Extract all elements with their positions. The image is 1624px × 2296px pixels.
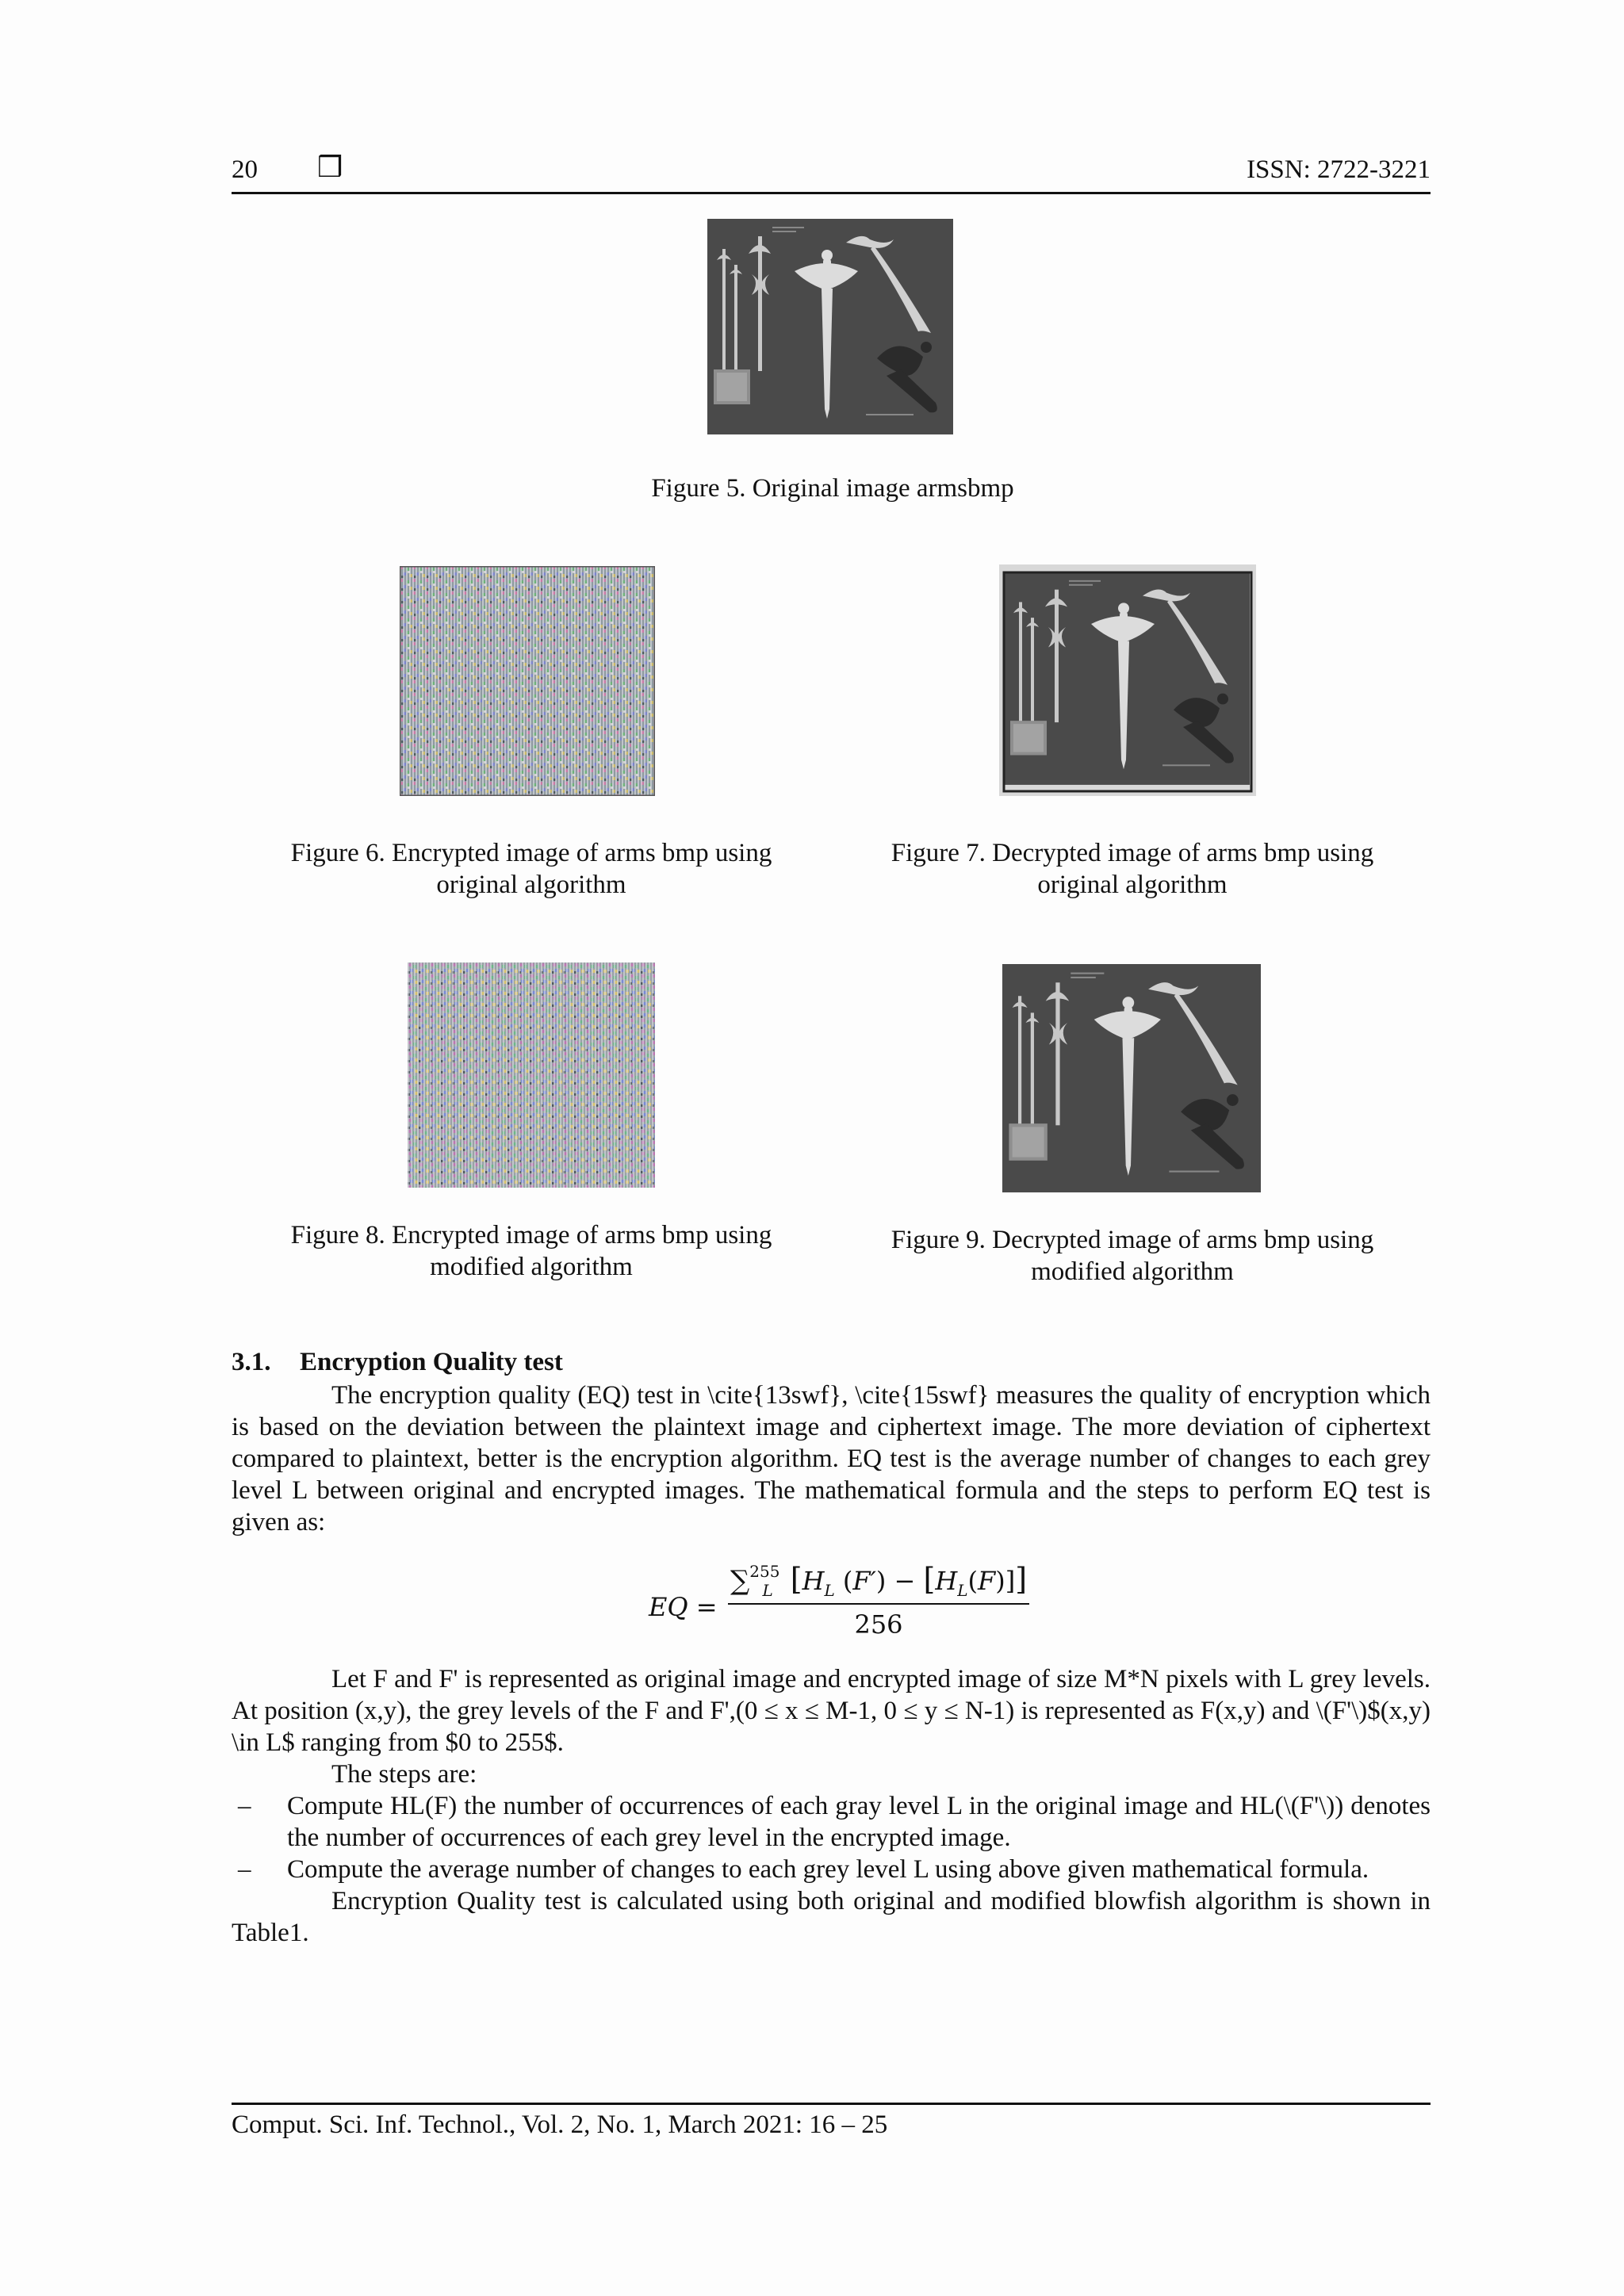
formula-fraction-bar <box>728 1603 1029 1605</box>
section-heading <box>232 1348 563 1377</box>
figure-6-image <box>400 566 655 796</box>
figure-5-image <box>707 219 953 434</box>
figure-9-caption-line2: modified algorithm <box>1031 1257 1234 1286</box>
figure-8-caption-line2: modified algorithm <box>430 1253 633 1281</box>
section-title: Encryption Quality test <box>300 1348 563 1376</box>
figure-7-image <box>999 564 1256 796</box>
issn: ISSN: 2722-3221 <box>1247 155 1431 184</box>
figure-8-caption-line1: Figure 8. Encrypted image of arms bmp using <box>290 1221 772 1249</box>
footer-citation: Comput. Sci. Inf. Technol., Vol. 2, No. 1, March 2021: 16 – 25 <box>232 2110 888 2139</box>
bullet-dash: – <box>238 1855 251 1884</box>
figure-9-image <box>1002 964 1261 1192</box>
formula-lhs: EQ = <box>649 1592 718 1622</box>
formula-numerator: ∑255L [HL (F′) − [HL(F)]] <box>730 1562 1028 1600</box>
bullet-text: Compute the average number of changes to each grey level L using above given mathematical formula. <box>287 1855 1369 1884</box>
bullet-dash: – <box>238 1792 251 1820</box>
figure-5-caption: Figure 5. Original image armsbmp <box>651 474 1014 503</box>
figure-8-image <box>408 962 655 1188</box>
bullet-text: Compute HL(F) the number of occurrences of each gray level L in the original image and HL(\(F'\)) denotes the number of occurrences of each grey level in the encrypted image. <box>287 1792 1431 1852</box>
eq-formula <box>649 1559 1029 1646</box>
paragraph-1: The encryption quality (EQ) test in \cite{13swf}, \cite{15swf} measures the quality of encryption which is based on the deviation between the plaintext image and ciphertext image. The more deviation of ciphertext compared to plaintext, better is the encryption algorithm. EQ test is the average number of changes to each grey level L between original and encrypted images. The mathematical formula and the steps to perform EQ test is given as: <box>232 1381 1431 1536</box>
list-item <box>232 1790 1431 1854</box>
figure-7-caption-line1: Figure 7. Decrypted image of arms bmp using <box>891 839 1374 867</box>
formula-denominator: 256 <box>854 1609 903 1640</box>
figure-6-caption-line1: Figure 6. Encrypted image of arms bmp using <box>290 839 772 867</box>
steps-intro: The steps are: <box>331 1760 477 1789</box>
figure-7-caption-line2: original algorithm <box>1037 871 1228 899</box>
footer-rule <box>232 2103 1431 2105</box>
box-glyph-icon: ❒ <box>317 151 343 183</box>
section-number: 3.1. <box>232 1348 271 1376</box>
paragraph-2: Let F and F' is represented as original image and encrypted image of size M*N pixels with L grey levels. At position (x,y), the grey levels of the F and F',(0 ≤ x ≤ M-1, 0 ≤ y ≤ N-1) is represented as F(x,y) and \(F'\)$(x,y) \in L$ ranging from $0 to 255$. <box>232 1665 1431 1757</box>
figure-9-caption-line1: Figure 9. Decrypted image of arms bmp using <box>891 1226 1374 1254</box>
page-number: 20 <box>232 155 258 184</box>
figure-6-caption-line2: original algorithm <box>436 871 626 899</box>
list-item <box>232 1854 1431 1885</box>
paragraph-3: Encryption Quality test is calculated using both original and modified blowfish algorithm is shown in Table1. <box>232 1887 1431 1947</box>
header-rule <box>232 192 1431 194</box>
